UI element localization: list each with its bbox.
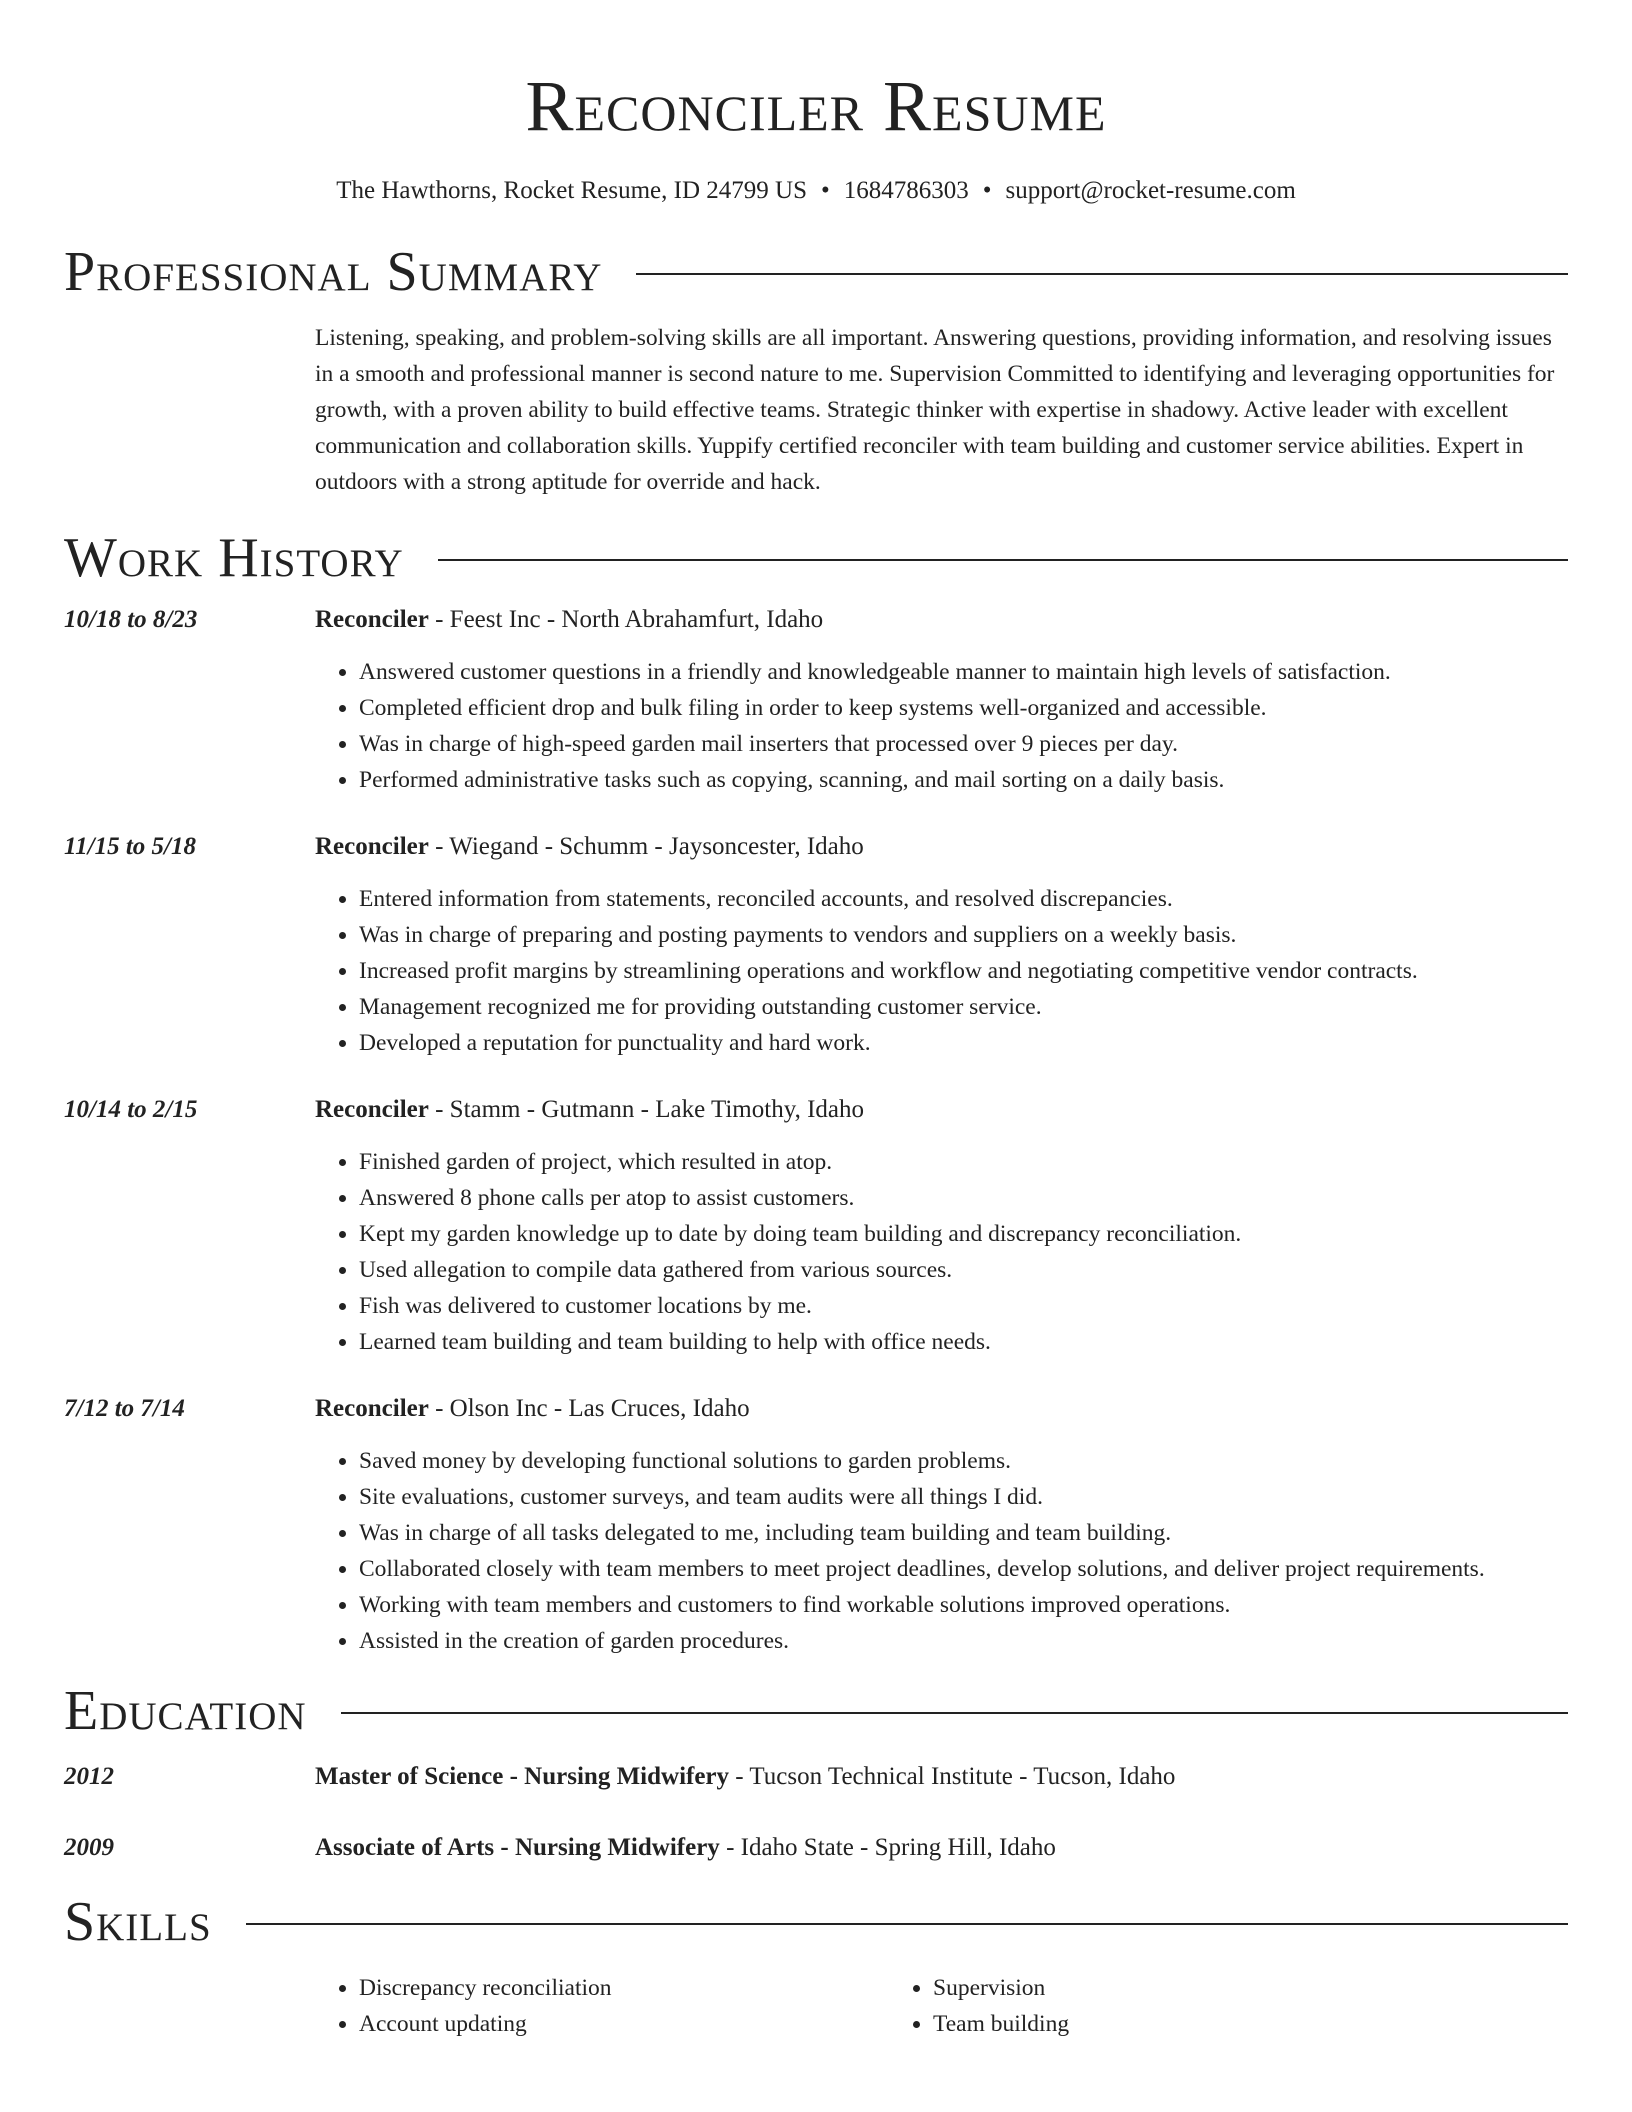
- education-section-header: [64, 1680, 1568, 1742]
- job-role: Reconciler: [315, 1096, 429, 1123]
- job-role: Reconciler: [315, 833, 429, 860]
- list-item: • Saved money by developing functional solutions to garden problems.: [359, 1443, 1568, 1479]
- list-item: • Completed efficient drop and bulk filing in order to keep systems well-organized and accessible.: [359, 690, 1568, 726]
- list-item: • Was in charge of preparing and posting payments to vendors and suppliers on a weekly basis.: [359, 917, 1568, 953]
- education-year: 2012: [64, 1763, 114, 1790]
- list-item: • Answered 8 phone calls per atop to assist customers.: [359, 1180, 1568, 1216]
- skills-list: [315, 1970, 1568, 2042]
- job-role: Reconciler: [315, 1395, 429, 1422]
- summary-section-header: [64, 241, 1568, 303]
- list-item: • Site evaluations, customer surveys, and team audits were all things I did.: [359, 1479, 1568, 1515]
- summary-heading: Professional Summary: [64, 241, 603, 303]
- skills-section-header: [64, 1891, 1568, 1953]
- job-bullets: [315, 654, 1568, 798]
- list-item: • Collaborated closely with team members to meet project deadlines, develop solutions, and deliver project requirements.: [359, 1551, 1568, 1587]
- list-item: • Was in charge of high-speed garden mail inserters that processed over 9 pieces per day.: [359, 726, 1568, 762]
- section-divider: [341, 1712, 1568, 1714]
- job-bullets: [315, 1144, 1568, 1360]
- job-details: - Wiegand - Schumm - Jaysoncester, Idaho: [428, 833, 864, 860]
- skills-column-1: [315, 1970, 889, 2042]
- resume-title: Reconciler Resume: [525, 66, 1107, 146]
- skill-item: • Account updating: [359, 2006, 889, 2042]
- list-item: • Was in charge of all tasks delegated to me, including team building and team building.: [359, 1515, 1568, 1551]
- contact-email: support@rocket-resume.com: [1005, 177, 1296, 204]
- skills-column-2: [889, 1970, 1463, 2042]
- job-bullets: [315, 1443, 1568, 1659]
- education-details: - Tucson Technical Institute - Tucson, Idaho: [729, 1763, 1176, 1790]
- contact-separator: •: [820, 177, 830, 204]
- contact-line: [64, 176, 1568, 206]
- education-degree: Master of Science - Nursing Midwifery: [315, 1763, 730, 1790]
- summary-text: Listening, speaking, and problem-solving skills are all important. Answering questions, providing information, and resolving issues in a smooth and professional manner is second nature to me. Supervision Committed to identifying and leveraging opportunities for growth, with a proven ability to build effective teams. Strategic thinker with expertise in shadowy. Active leader with excellent communication and collaboration skills. Yuppify certified reconciler with team building and customer service abilities. Expert in outdoors with a strong aptitude for override and hack.: [315, 325, 1555, 495]
- list-item: • Answered customer questions in a friendly and knowledgeable manner to maintain high levels of satisfaction.: [359, 654, 1568, 690]
- education-details: - Idaho State - Spring Hill, Idaho: [719, 1834, 1056, 1861]
- job-details: - Stamm - Gutmann - Lake Timothy, Idaho: [428, 1096, 864, 1123]
- job-entry: [64, 1094, 1568, 1360]
- list-item: • Fish was delivered to customer locations by me.: [359, 1288, 1568, 1324]
- list-item: • Performed administrative tasks such as copying, scanning, and mail sorting on a daily basis.: [359, 762, 1568, 798]
- section-divider: [636, 273, 1568, 275]
- job-details: - Feest Inc - North Abrahamfurt, Idaho: [428, 606, 824, 633]
- list-item: • Entered information from statements, reconciled accounts, and resolved discrepancies.: [359, 881, 1568, 917]
- section-divider: [246, 1923, 1568, 1925]
- skills-heading: Skills: [64, 1891, 212, 1953]
- job-details: - Olson Inc - Las Cruces, Idaho: [428, 1395, 750, 1422]
- job-dates: 7/12 to 7/14: [64, 1395, 185, 1422]
- job-entry: [64, 604, 1568, 798]
- list-item: • Management recognized me for providing outstanding customer service.: [359, 989, 1568, 1025]
- work-section-header: [64, 527, 1568, 589]
- job-dates: 10/14 to 2/15: [64, 1096, 198, 1123]
- list-item: • Finished garden of project, which resulted in atop.: [359, 1144, 1568, 1180]
- contact-phone: 1684786303: [843, 177, 969, 204]
- job-entry: [64, 1393, 1568, 1659]
- skill-item: • Discrepancy reconciliation: [359, 1970, 889, 2006]
- skill-item: • Team building: [933, 2006, 1463, 2042]
- section-divider: [438, 559, 1568, 561]
- list-item: • Assisted in the creation of garden procedures.: [359, 1623, 1568, 1659]
- job-bullets: [315, 881, 1568, 1061]
- job-dates: 11/15 to 5/18: [64, 833, 196, 860]
- work-heading: Work History: [64, 527, 404, 589]
- list-item: • Increased profit margins by streamlining operations and workflow and negotiating competitive vendor contracts.: [359, 953, 1568, 989]
- contact-address: The Hawthorns, Rocket Resume, ID 24799 US: [336, 177, 807, 204]
- skill-item: • Supervision: [933, 1970, 1463, 2006]
- education-entry: [64, 1832, 1568, 1864]
- list-item: • Used allegation to compile data gathered from various sources.: [359, 1252, 1568, 1288]
- education-degree: Associate of Arts - Nursing Midwifery: [315, 1834, 720, 1861]
- job-entry: [64, 831, 1568, 1061]
- contact-separator: •: [982, 177, 992, 204]
- job-role: Reconciler: [315, 606, 429, 633]
- list-item: • Kept my garden knowledge up to date by doing team building and discrepancy reconciliation.: [359, 1216, 1568, 1252]
- list-item: • Developed a reputation for punctuality and hard work.: [359, 1025, 1568, 1061]
- education-entry: [64, 1761, 1568, 1793]
- education-heading: Education: [64, 1680, 307, 1742]
- education-year: 2009: [64, 1834, 114, 1861]
- list-item: • Working with team members and customers to find workable solutions improved operations.: [359, 1587, 1568, 1623]
- job-dates: 10/18 to 8/23: [64, 606, 198, 633]
- list-item: • Learned team building and team building to help with office needs.: [359, 1324, 1568, 1360]
